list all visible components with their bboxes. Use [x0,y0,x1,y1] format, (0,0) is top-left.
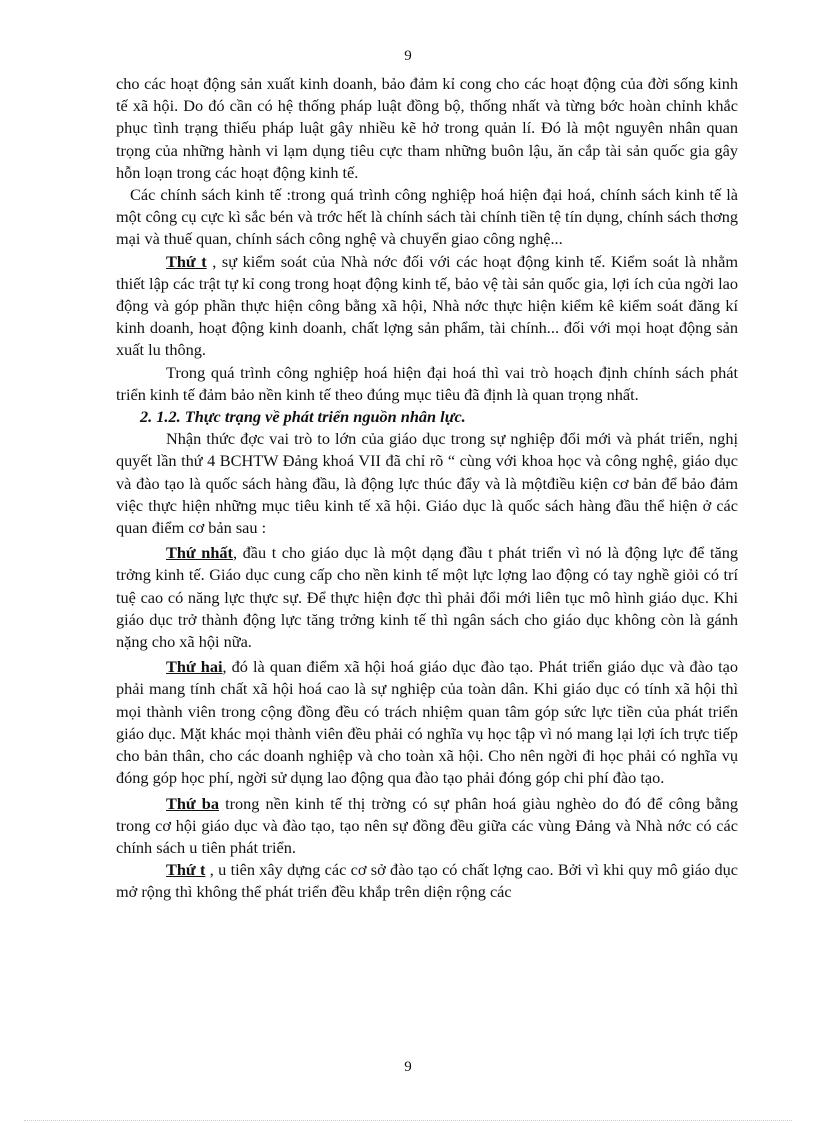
paragraph-economic-policy: Các chính sách kinh tế :trong quá trình công nghiệp hoá hiện đại hoá, chính sách kinh tế là một công cụ cực kì sắc bén và trớc hết là chính sách tài chính tiền tệ tín dụng, chính sách thơng mại và thuế quan, chính sách công nghệ và chuyển giao công nghệ... [116,185,738,249]
section-heading: 2. 1.2. Thực trạng về phát triển nguồn nhân lực. [140,407,466,427]
text-fourth-point: , u tiên xây dựng các cơ sở đào tạo có chất lợng cao. Bởi vì khi quy mô giáo dục mở rộng thì không thể phát triển đều khắp trên diện rộng các [116,860,738,902]
text-second-point: , đó là quan điểm xã hội hoá giáo dục đào tạo. Phát triển giáo dục và đào tạo phải mang tính chất xã hội hoá cao là sự nghiệp của toàn dân. Khi giáo dục có tính xã hội thì mọi thành viên trong cộng đồng đều có trách nhiệm quan tâm góp sức lực tiền của phát triển giáo dục. Mặt khác mọi thành viên đều phải có nghĩa vụ học tập vì nó mang lại lợi ích trực tiếp cho bản thân, cho các doanh nghiệp và cho toàn xã hội. Cho nên ngời đi học phải có nghĩa vụ đóng góp học phí, ngời sử dụng lao động qua đào tạo phải đóng góp chi phí đào tạo. [116,657,738,788]
label-thu-tu: Thứ t [166,251,207,271]
paragraph-third-point [116,793,738,860]
page-number-bottom: 9 [404,1059,412,1075]
label-thu-hai: Thứ hai [166,657,223,677]
text-state-control: , sự kiểm soát của Nhà nớc đối với các hoạt động kinh tế. Kiểm soát là nhằm thiết lập các trật tự kỉ cong trong hoạt động kinh tế, bảo vệ tài sản quốc gia, lợi ích của ngời lao động và góp phần thực hiện công bằng xã hội, Nhà nớc thực hiện kiểm kê kiểm soát đăng kí kinh doanh, hoạt động kinh doanh, chất lợng sản phẩm, tài chính... đối với mọi hoạt động sản xuất lu thông. [116,251,738,360]
paragraph-second-point [116,656,738,789]
paragraph-continuation: cho các hoạt động sản xuất kinh doanh, bảo đảm kỉ cong cho các hoạt động của đời sống kinh tế xã hội. Do đó cần có hệ thống pháp luật đồng bộ, thống nhất và từng bớc hoàn chỉnh khắc phục tình trạng thiếu pháp luật gây nhiều kẽ hở trong quản lí. Đó là một nguyên nhân quan trọng của những hành vi lạm dụng tiêu cực tham những buôn lậu, ăn cắp tài sản quốc gia gây hỗn loạn trong các hoạt động kinh tế. [116,74,738,182]
text-first-point: , đầu t cho giáo dục là một dạng đầu t phát triển vì nó là động lực để tăng trởng kinh tế. Giáo dục cung cấp cho nền kinh tế một lực lợng lao động có tay nghề giỏi có trí tuệ cao có năng lực thực sự. Để thực hiện đợc thì phải đổi mới liên tục mô hình giáo dục. Khi giáo dục trở thành động lực tăng trởng kinh tế thì ngân sách cho giáo dục không còn là gánh nặng cho xã hội nữa. [116,543,738,652]
text-third-point: trong nền kinh tế thị trờng có sự phân hoá giàu nghèo do đó để công bằng trong cơ hội giáo dục và đào tạo, tạo nên sự đồng đều giữa các vùng Đảng và Nhà nớc có các chính sách u tiên phát triển. [116,793,738,857]
paragraph-first-point [116,542,738,653]
label-thu-nhat: Thứ nhất [166,543,233,563]
paragraph-fourth-point [116,859,738,903]
label-thu-ba: Thứ ba [166,793,219,813]
page-edge-divider [24,1120,792,1121]
paragraph-state-control [116,251,738,362]
page-number-top: 9 [404,48,412,64]
document-body [116,73,738,904]
paragraph-awareness: Nhận thức đợc vai trò to lớn của giáo dục trong sự nghiệp đổi mới và phát triển, nghị quyết lần thứ 4 BCHTW Đảng khoá VII đã chỉ rõ “ cùng với khoa học và công nghệ, giáo dục và đào tạo là quốc sách hàng đầu, là động lực thúc đẩy và là mộtđiều kiện cơ bản để bảo đảm việc thực hiện những mục tiêu kinh tế xã hội. Giáo dục là quốc sách hàng đầu thể hiện ở các quan điểm cơ bản sau : [116,429,738,538]
label-thu-tu-2: Thứ t [166,860,206,880]
paragraph-industrialization: Trong quá trình công nghiệp hoá hiện đại hoá thì vai trò hoạch định chính sách phát triển kinh tế đảm bảo nền kinh tế theo đúng mục tiêu đã định là quan trọng nhất. [116,362,738,404]
